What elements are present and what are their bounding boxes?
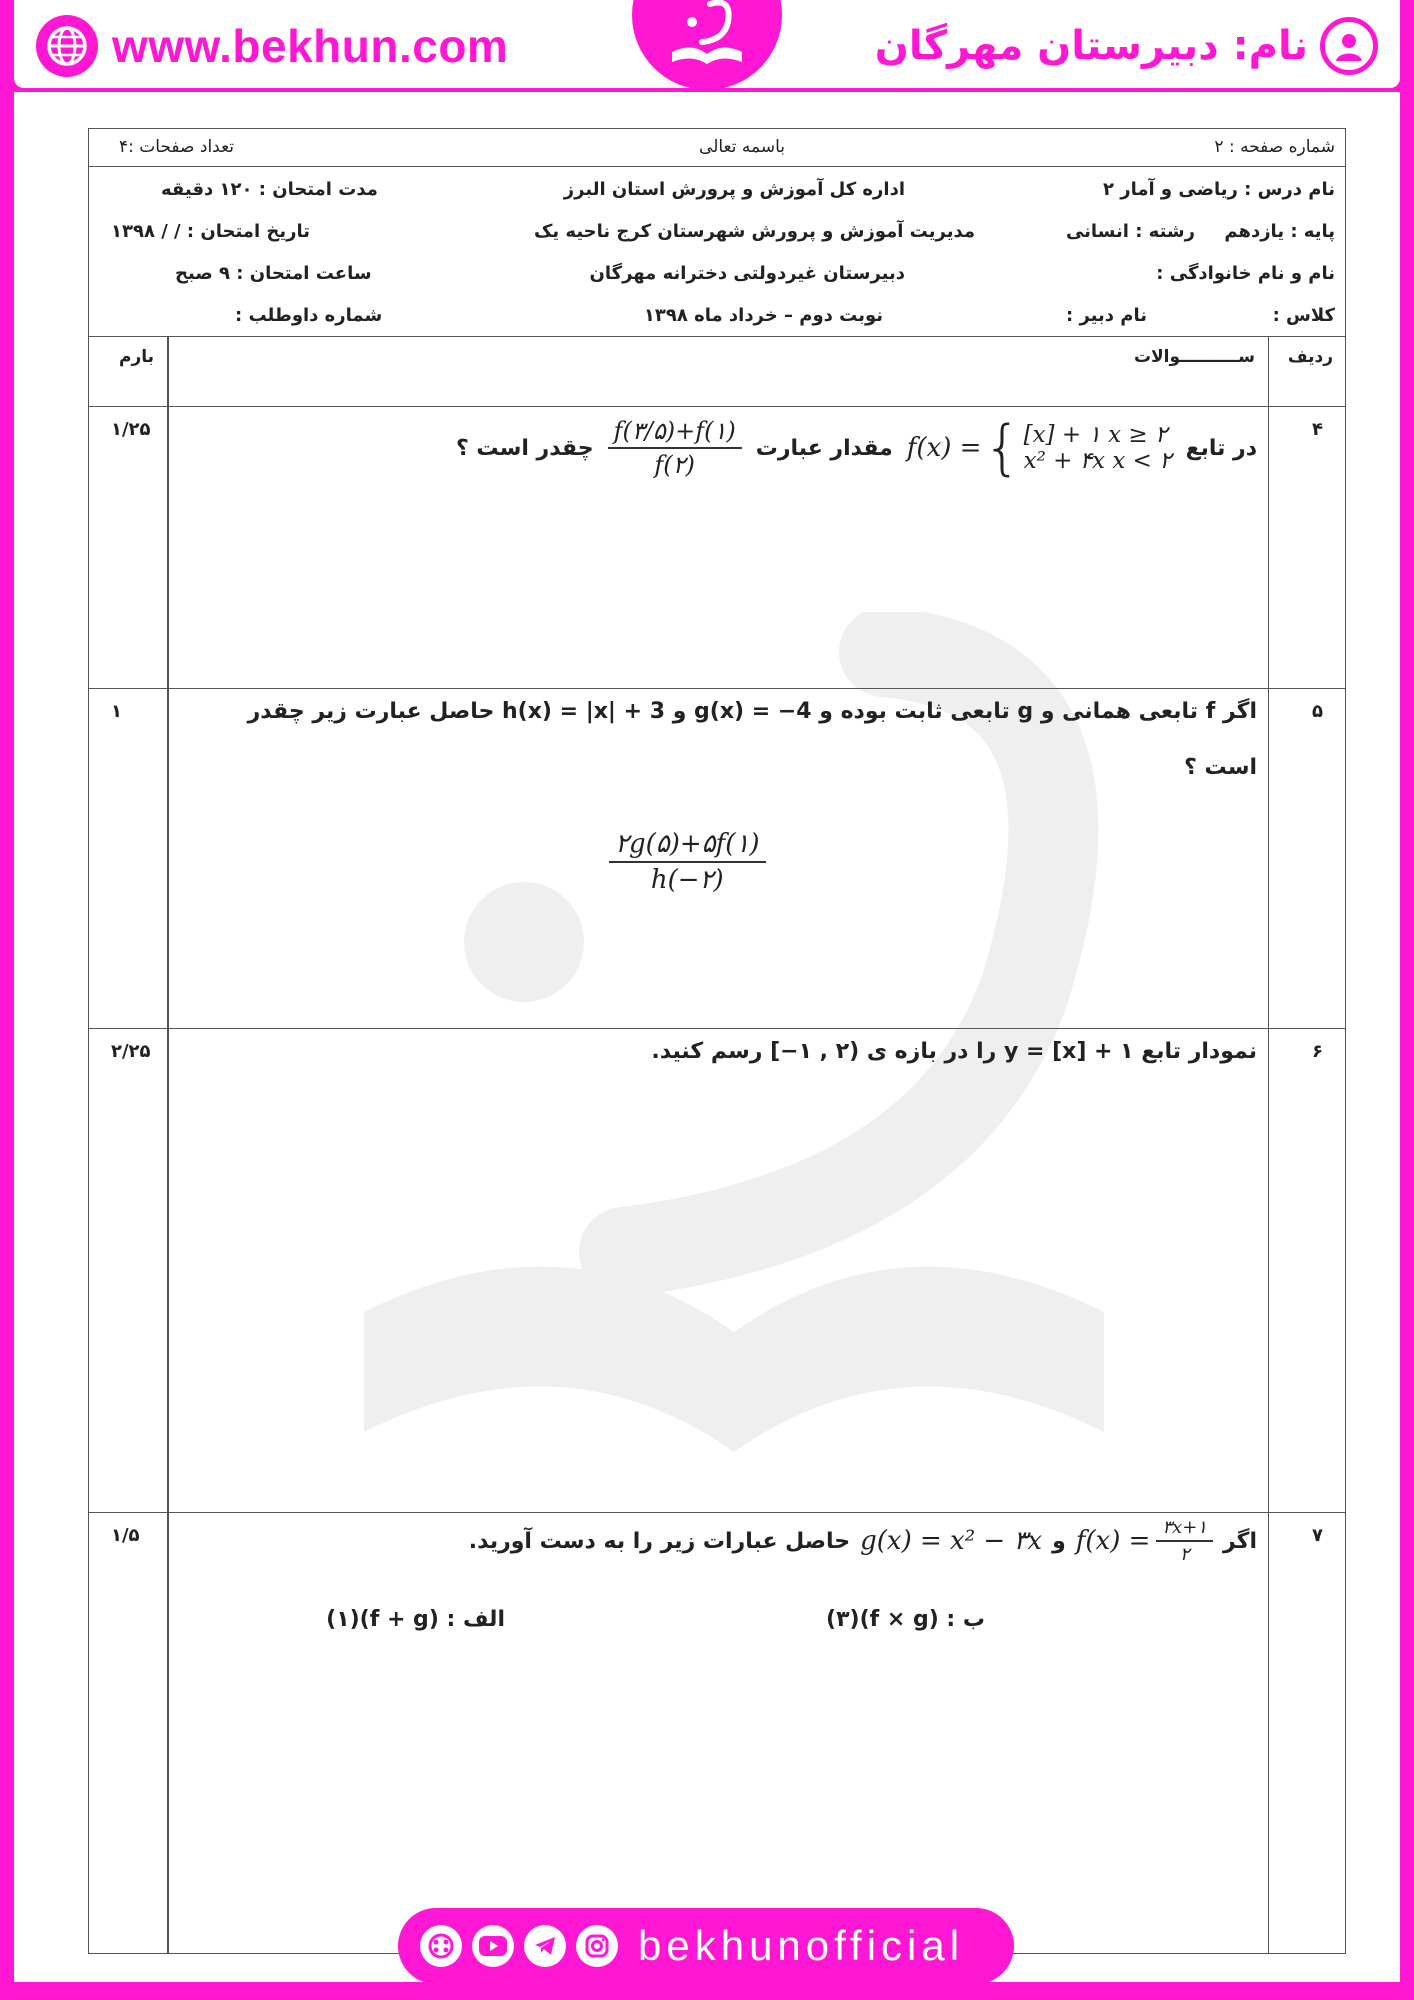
- q7-text: [469, 1517, 1257, 1565]
- q4-denominator: f(۲): [654, 451, 695, 479]
- org-line-2: مدیریت آموزش و پرورش شهرستان کرج ناحیه یک: [533, 221, 975, 242]
- q6-text: نمودار تابع y = [x] + ۱ را در بازه ی (۲ , ۱−] رسم کنید.: [651, 1039, 1257, 1064]
- field: رشته : انسانی: [1065, 221, 1195, 242]
- motto: باسمه تعالی: [699, 137, 785, 157]
- q4-mid: مقدار عبارت: [755, 435, 893, 461]
- q7-f-numerator: ۳x+۱: [1156, 1517, 1213, 1542]
- website-url: www.bekhun.com: [112, 20, 509, 72]
- column-headers: [89, 337, 1345, 407]
- exam-date: تاریخ امتحان : / / ۱۳۹۸: [111, 221, 311, 242]
- instagram-icon[interactable]: [576, 1925, 618, 1967]
- globe-icon: [36, 15, 98, 77]
- school-label: نام: دبیرستان مهرگان: [874, 23, 1308, 69]
- question-row-7: [89, 1513, 1345, 1955]
- header-info: [89, 167, 1345, 337]
- col-score: بارم: [119, 347, 155, 367]
- q4-case-2: x² + ۴x x < ۲: [1023, 448, 1172, 474]
- q7-part-a: الف : (f + g)(۱): [326, 1607, 505, 1632]
- question-score: ۱/۲۵: [111, 419, 151, 440]
- q7-fx: f(x) =: [1075, 1526, 1151, 1556]
- teacher-field: نام دبیر :: [1066, 305, 1147, 326]
- website-link[interactable]: [36, 18, 508, 74]
- user-icon: [1320, 17, 1378, 75]
- question-score: ۱/۵: [111, 1525, 140, 1546]
- q5-denominator: h(−۲): [650, 865, 724, 895]
- col-questions: ســــــــــوالات: [1133, 347, 1255, 367]
- q4-fraction: [608, 417, 742, 479]
- q5-line-1: اگر f تابعی همانی و g تابعی ثابت بوده و g(x) = −4 و h(x) = |x| + 3 حاصل عبارت زیر چقدر: [247, 699, 1257, 724]
- q7-g-def: g(x) = x² − ۳x: [860, 1526, 1043, 1556]
- social-handle[interactable]: bekhunofficial: [638, 1922, 965, 1969]
- piecewise-cases: [1024, 422, 1172, 474]
- session-line: نوبت دوم – خرداد ماه ۱۳۹۸: [643, 305, 883, 326]
- exam-sheet: [88, 128, 1346, 1954]
- student-name-field: نام و نام خانوادگی :: [1156, 263, 1335, 284]
- question-row-4: [89, 407, 1345, 689]
- book-logo-icon: [662, 0, 752, 72]
- question-number: ۴: [1312, 419, 1323, 440]
- q5-expression: [609, 829, 766, 895]
- question-score: ۲/۲۵: [111, 1041, 151, 1062]
- brace-icon: {: [983, 413, 1022, 483]
- telegram-icon[interactable]: [524, 1925, 566, 1967]
- q4-tail: چقدر است ؟: [456, 435, 594, 461]
- question-score: ۱: [111, 701, 122, 722]
- q7-f-def: [1076, 1517, 1213, 1565]
- school-line: دبیرستان غیردولتی دخترانه مهرگان: [589, 263, 905, 284]
- exam-time: ساعت امتحان : ۹ صبح: [175, 263, 372, 284]
- q5-line-2: است ؟: [1184, 755, 1257, 780]
- school-name-banner: [875, 16, 1378, 76]
- q4-fx: f(x) =: [906, 433, 982, 463]
- q7-intro: اگر: [1222, 1528, 1257, 1554]
- q7-f-fraction: [1156, 1517, 1213, 1565]
- q4-intro: در تابع: [1185, 435, 1257, 461]
- q7-tail: حاصل عبارات زیر را به دست آورید.: [468, 1528, 851, 1554]
- exam-duration: مدت امتحان : ۱۲۰ دقیقه: [161, 179, 378, 200]
- course-name: نام درس : ریاضی و آمار ۲: [1102, 179, 1335, 200]
- question-row-5: [89, 689, 1345, 1029]
- header-top-row: [89, 129, 1345, 167]
- candidate-number: شماره داوطلب :: [235, 305, 383, 326]
- piecewise-function: [907, 413, 1172, 483]
- q4-numerator: f(۳/۵)+f(۱): [608, 417, 742, 449]
- aparat-icon[interactable]: [420, 1925, 462, 1967]
- grade: پایه : یازدهم: [1224, 221, 1335, 242]
- col-row: ردیف: [1287, 347, 1333, 367]
- page-count: تعداد صفحات :۴: [119, 137, 235, 157]
- q5-fraction: [609, 829, 766, 895]
- page-number: شماره صفحه : ۲: [1214, 137, 1335, 157]
- question-number: ۶: [1312, 1041, 1323, 1062]
- q7-f-denominator: ۲: [1179, 1544, 1190, 1565]
- question-text: [456, 413, 1257, 483]
- q7-and: و: [1052, 1528, 1066, 1554]
- q4-case-1: [x] + ۱ x ≥ ۲: [1023, 422, 1168, 448]
- q7-part-b: ب : (f × g)(۳): [826, 1607, 985, 1632]
- youtube-icon[interactable]: [472, 1925, 514, 1967]
- question-number: ۵: [1312, 701, 1323, 722]
- q5-numerator: ۲g(۵)+۵f(۱): [609, 829, 766, 863]
- social-footer: [398, 1908, 1014, 1984]
- exam-page: [14, 92, 1400, 1982]
- question-row-6: [89, 1029, 1345, 1513]
- class-field: کلاس :: [1272, 305, 1335, 326]
- question-number: ۷: [1312, 1525, 1323, 1546]
- org-line-1: اداره کل آموزش و پرورش استان البرز: [563, 179, 905, 200]
